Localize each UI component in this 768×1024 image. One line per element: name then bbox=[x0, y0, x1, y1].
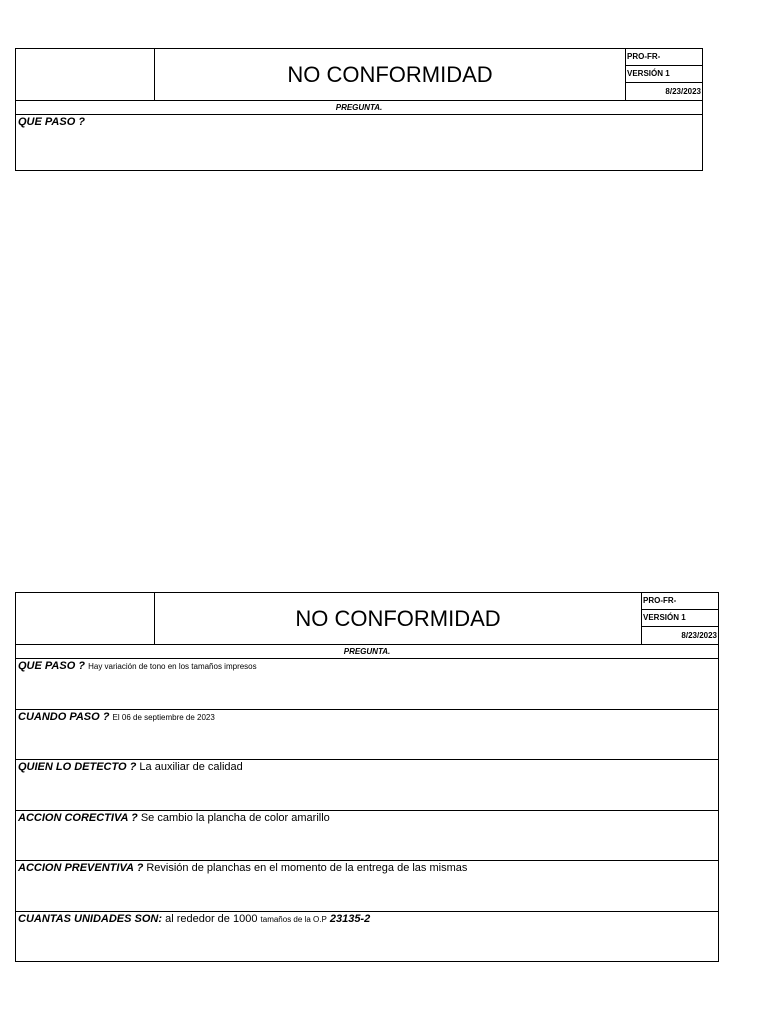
form-title: NO CONFORMIDAD bbox=[155, 593, 642, 644]
form-header bbox=[16, 49, 702, 101]
answer-text: Se cambio la plancha de color amarillo bbox=[140, 811, 330, 824]
question-label: QUIEN LO DETECTO ? bbox=[18, 761, 137, 773]
answer-text: La auxiliar de calidad bbox=[139, 761, 243, 773]
subheader: PREGUNTA. bbox=[16, 101, 702, 115]
form-title: NO CONFORMIDAD bbox=[155, 49, 626, 100]
doc-version: VERSIÓN 1 bbox=[626, 66, 702, 83]
order-number: 23135-2 bbox=[329, 912, 371, 925]
subheader: PREGUNTA. bbox=[16, 645, 718, 659]
meta-cell bbox=[626, 49, 702, 100]
logo-cell bbox=[16, 49, 155, 100]
answer-text: Revisión de planchas en el momento de la entrega de las mismas bbox=[146, 862, 468, 874]
question-row-preventive bbox=[16, 861, 718, 912]
answer-text: Hay variación de tono en los tamaños impresos bbox=[88, 662, 257, 671]
question-row-units bbox=[16, 912, 718, 963]
doc-version: VERSIÓN 1 bbox=[642, 610, 718, 627]
answer-text-small: tamaños de la O.P bbox=[260, 914, 327, 924]
question-row-corrective bbox=[16, 811, 718, 862]
doc-date: 8/23/2023 bbox=[681, 630, 717, 640]
nonconformity-form-blank bbox=[15, 48, 703, 171]
question-row-what bbox=[16, 659, 718, 710]
question-label: ACCION CORECTIVA ? bbox=[18, 811, 138, 824]
question-row bbox=[16, 115, 702, 169]
doc-date: 8/23/2023 bbox=[665, 86, 701, 96]
answer-text: El 06 de septiembre de 2023 bbox=[112, 712, 215, 722]
question-label: CUANTAS UNIDADES SON: bbox=[18, 912, 163, 925]
question-label: CUANDO PASO ? bbox=[18, 710, 110, 723]
question-row-who bbox=[16, 760, 718, 811]
meta-cell bbox=[642, 593, 718, 644]
question-label: QUE PASO ? bbox=[18, 116, 86, 128]
doc-code: PRO-FR- bbox=[626, 49, 702, 66]
question-label: ACCION PREVENTIVA ? bbox=[18, 862, 144, 874]
question-row-when bbox=[16, 710, 718, 761]
question-label: QUE PASO ? bbox=[18, 660, 86, 672]
logo-cell bbox=[16, 593, 155, 644]
form-header bbox=[16, 593, 718, 645]
answer-text: al rededor de 1000 bbox=[165, 912, 258, 925]
nonconformity-form-filled bbox=[15, 592, 719, 962]
doc-code: PRO-FR- bbox=[642, 593, 718, 610]
